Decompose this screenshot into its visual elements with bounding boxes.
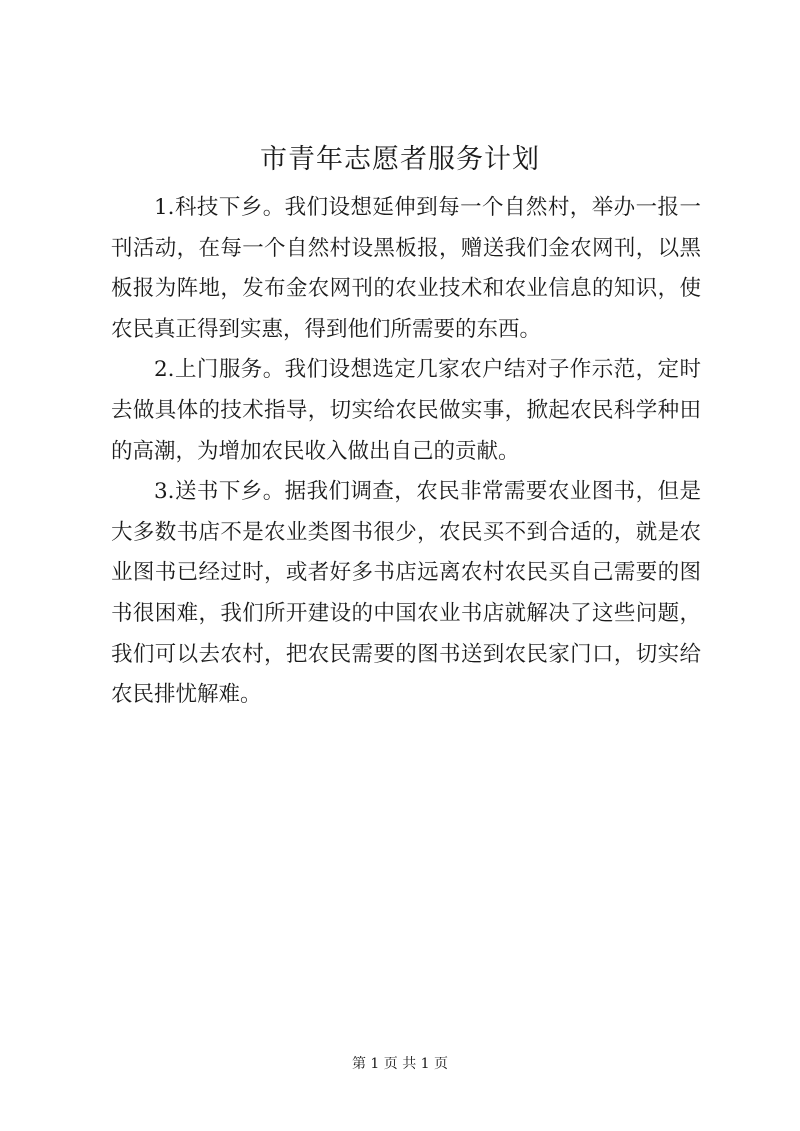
document-body: [111, 188, 701, 716]
paragraph-2: 2.上门服务。我们设想选定几家农户结对子作示范，定时去做具体的技术指导，切实给农民做实事，掀起农民科学种田的高潮，为增加农民收入做出自己的贡献。: [111, 357, 701, 464]
paragraph-3: 3.送书下乡。据我们调查，农民非常需要农业图书，但是大多数书店不是农业类图书很少，农民买不到合适的，就是农业图书已经过时，或者好多书店远离农村农民买自己需要的图书很困难，我们所开建设的中国农业书店就解决了这些问题，我们可以去农村，把农民需要的图书送到农民家门口，切实给农民排忧解难。: [111, 479, 701, 708]
page-title: 市青年志愿者服务计划: [260, 144, 540, 175]
paragraph-1: 1.科技下乡。我们设想延伸到每一个自然村，举办一报一刊活动，在每一个自然村设黑板报，赠送我们金农网刊，以黑板报为阵地，发布金农网刊的农业技术和农业信息的知识，使农民真正得到实惠，得到他们所需要的东西。: [111, 195, 701, 342]
page-footer: 第 1 页 共 1 页: [351, 1056, 449, 1072]
